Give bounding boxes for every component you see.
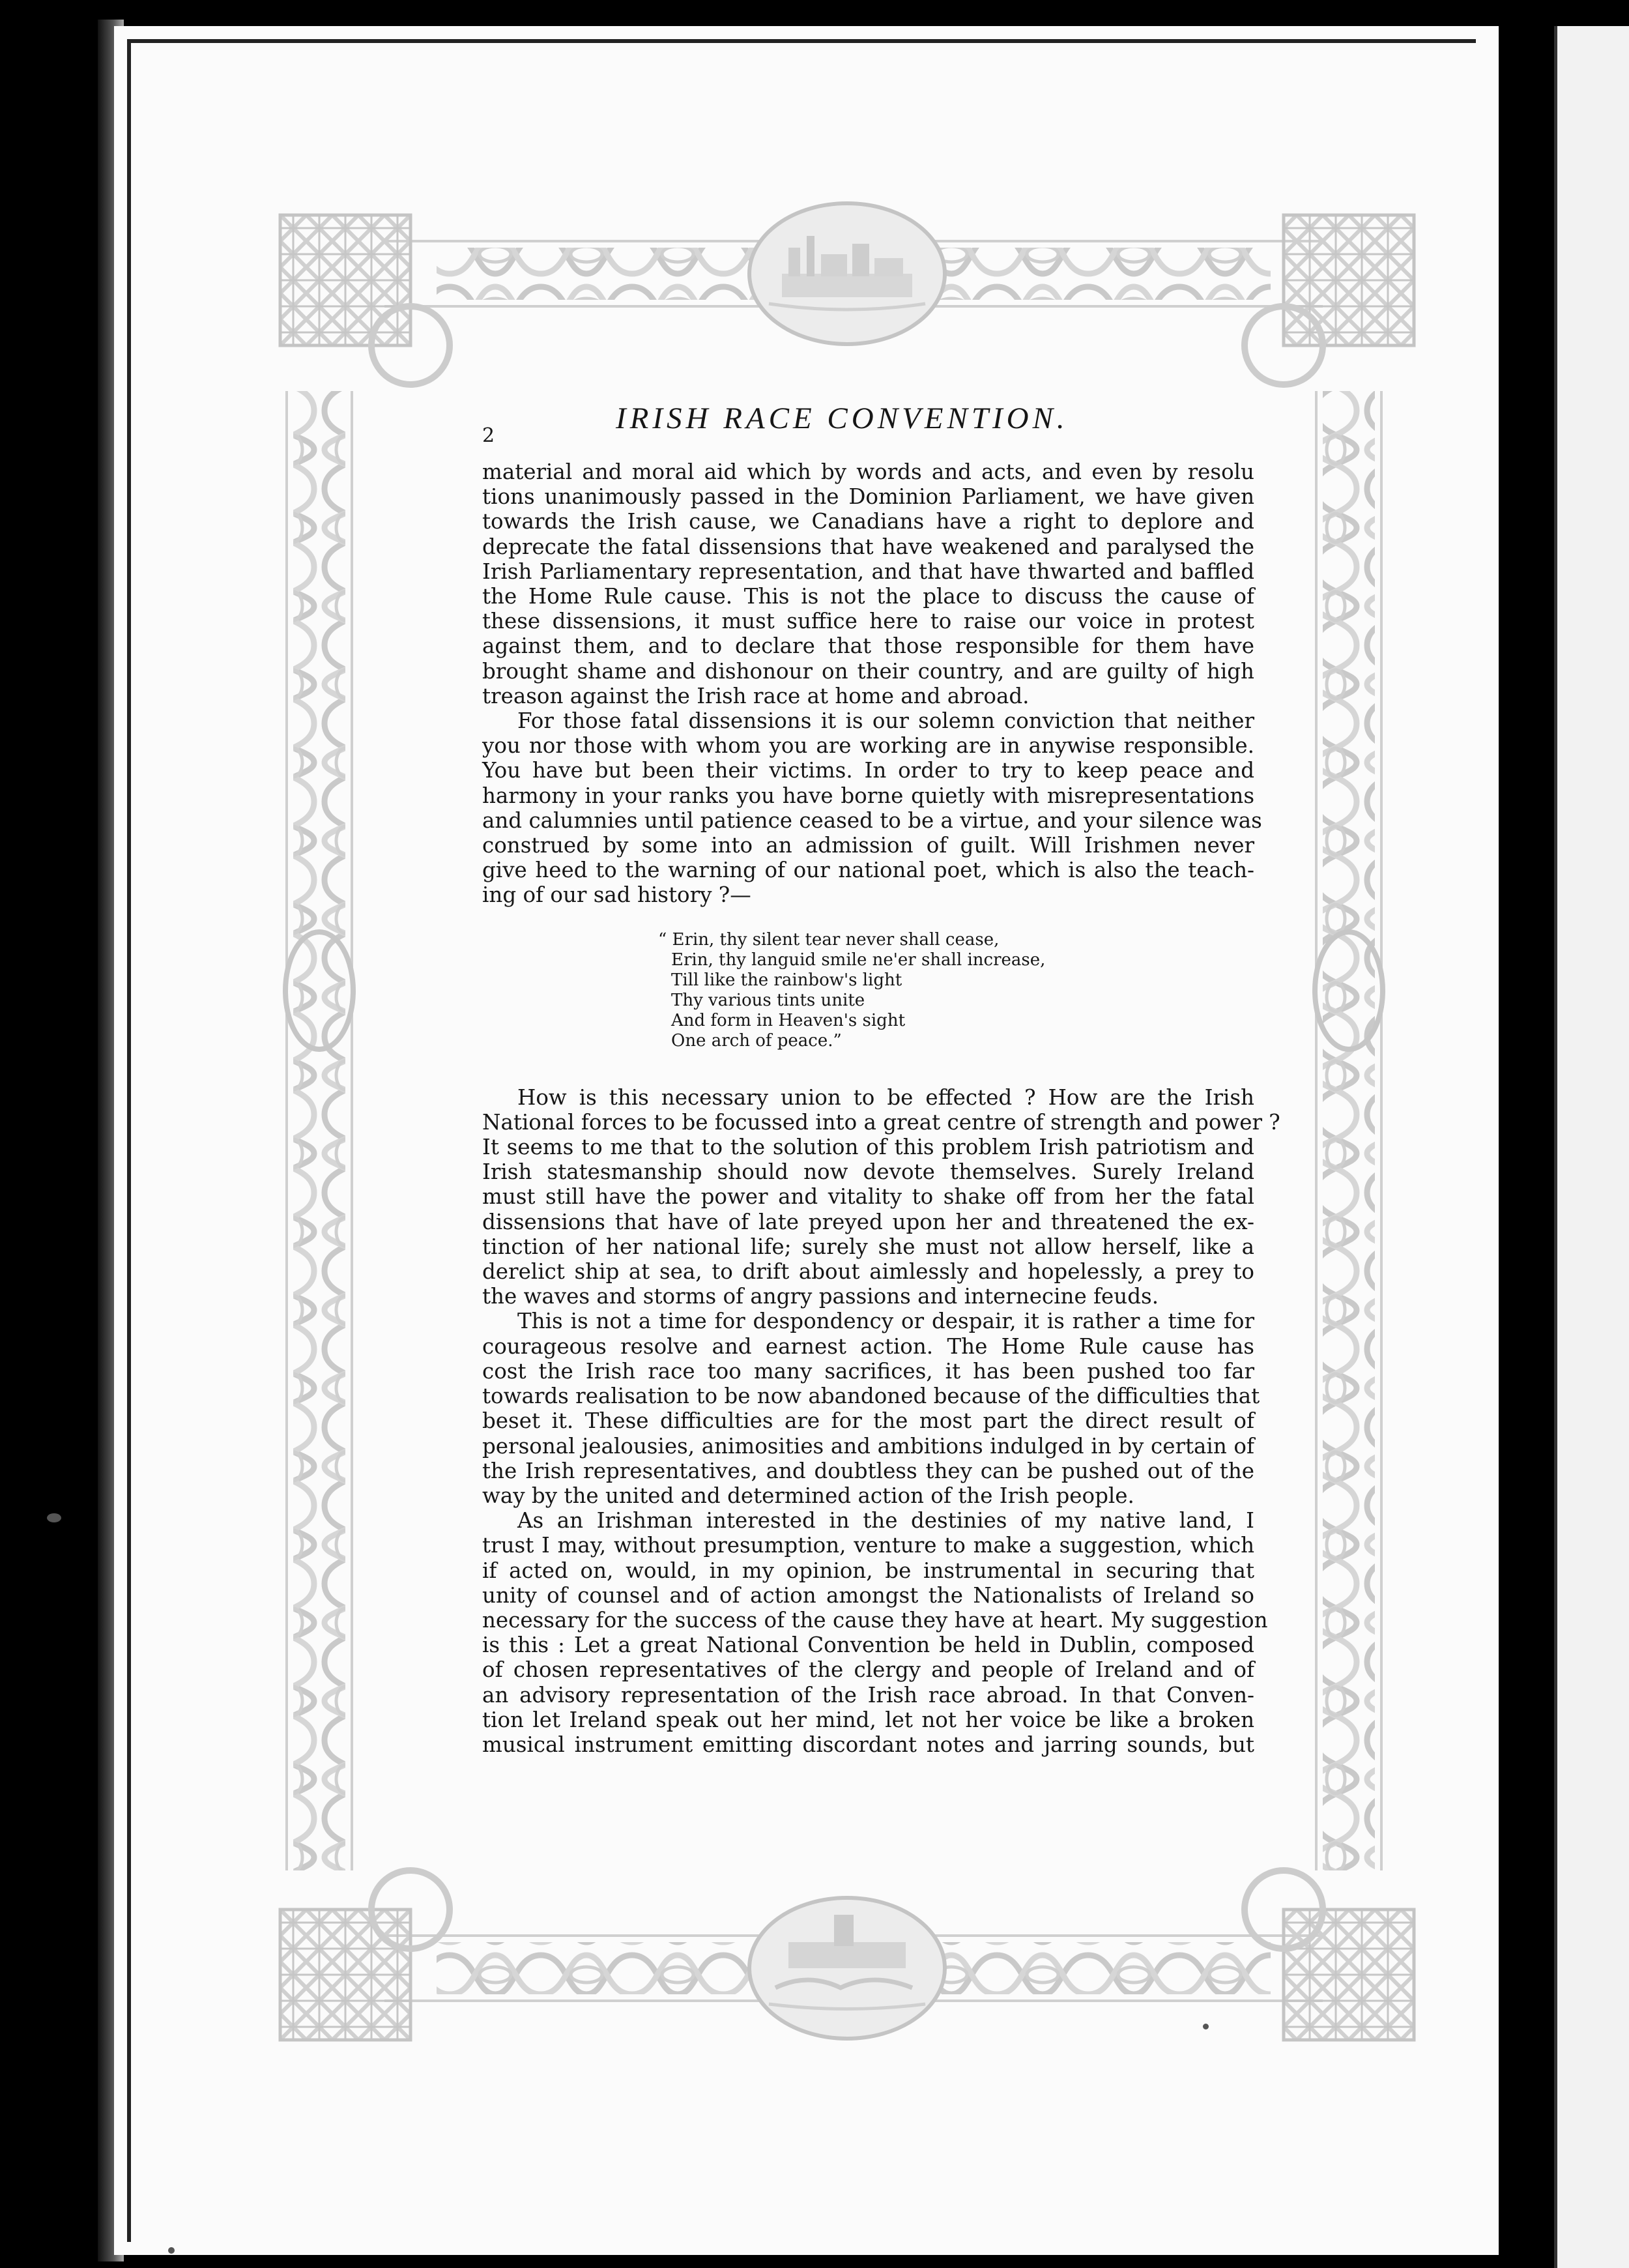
poem-quotation (658, 930, 1254, 1051)
page-frame-rule-top (127, 39, 1476, 43)
bottom-vignette-river-scene (749, 1898, 945, 2039)
text-line: This is not a time for despondency or despair, it is rather a time for (517, 1309, 1254, 1334)
paragraph (482, 1084, 1280, 1309)
corner-knot-bottom-right (1284, 1910, 1414, 2040)
text-line: dissensions that have of late preyed upon her and threatened the ex- (482, 1209, 1254, 1234)
text-line: Irish Parliamentary representation, and that have thwarted and baffled (482, 559, 1254, 584)
text-line: beset it. These difficulties are for the most part the direct result of (482, 1408, 1254, 1434)
text-line: of chosen representatives of the clergy and people of Ireland and of (482, 1657, 1254, 1683)
text-line: must still have the power and vitality to shake off from her the fatal (482, 1184, 1254, 1210)
scan-speck (47, 1513, 61, 1522)
text-line: the waves and storms of angry passions and internecine feuds. (482, 1284, 1159, 1309)
text-line: National forces to be focussed into a great centre of strength and power ? (482, 1109, 1280, 1135)
page-frame-rule-left (127, 39, 131, 2242)
left-knot-band (293, 391, 345, 1870)
scan-speck (168, 2247, 175, 2254)
text-line: tions unanimously passed in the Dominion Parliament, we have given (482, 484, 1254, 510)
text-line: For those fatal dissensions it is our solemn conviction that neither (517, 708, 1254, 734)
corner-knot-top-left (280, 215, 411, 345)
text-line: ing of our sad history ?— (482, 882, 751, 908)
facing-page-rule (1554, 26, 1557, 2268)
text-line: Irish statesmanship should now devote themselves. Surely Ireland (482, 1159, 1254, 1185)
text-line: way by the united and determined action of the Irish people. (482, 1483, 1134, 1508)
text-line: the Home Rule cause. This is not the place to discuss the cause of (482, 584, 1254, 609)
text-line: and calumnies until patience ceased to be a virtue, and your silence was (482, 807, 1262, 833)
text-line: if acted on, would, in my opinion, be instrumental in securing that (482, 1558, 1254, 1583)
text-line: unity of counsel and of action amongst the Nationalists of Ireland so (482, 1582, 1254, 1608)
text-line: As an Irishman interested in the destinies of my native land, I (517, 1508, 1254, 1534)
text-line: tion let Ireland speak out her mind, let not her voice be like a broken (482, 1707, 1254, 1732)
verse-line: “ Erin, thy silent tear never shall cease, (658, 929, 1000, 950)
text-line: cost the Irish race too many sacrifices, it has been pushed too far (482, 1358, 1254, 1384)
text-line: You have but been their victims. In order to try to keep peace and (482, 758, 1254, 783)
text-line: necessary for the success of the cause they have at heart. My suggestion (482, 1607, 1268, 1633)
text-line: give heed to the warning of our national poet, which is also the teach- (482, 858, 1254, 883)
text-line: is this : Let a great National Convention be held in Dublin, composed (482, 1633, 1254, 1658)
page-number: 2 (482, 424, 495, 447)
scan-speck (1203, 2024, 1209, 2029)
text-line: harmony in your ranks you have borne quietly with misrepresentations (482, 783, 1254, 808)
text-line: you nor those with whom you are working are in anywise responsible. (482, 733, 1254, 759)
right-knot-band (1323, 391, 1375, 1870)
bottom-left-knot-band (437, 1942, 801, 1994)
verse-line: Till like the rainbow's light (671, 970, 902, 990)
verse-line: One arch of peace.” (671, 1030, 842, 1051)
text-line: tinction of her national life; surely she must not allow herself, like a (482, 1234, 1254, 1259)
text-line: brought shame and dishonour on their country, and are guilty of high (482, 658, 1254, 684)
top-right-knot-band (906, 248, 1271, 300)
text-line: treason against the Irish race at home and abroad. (482, 683, 1030, 708)
verse-line: And form in Heaven's sight (671, 1010, 906, 1030)
corner-knot-top-right (1284, 215, 1414, 345)
paragraph (482, 1508, 1268, 1757)
text-line: towards realisation to be now abandoned because of the difficulties that (482, 1384, 1260, 1409)
text-line: personal jealousies, animosities and ambitions indulged in by certain of (482, 1433, 1254, 1459)
running-title: IRISH RACE CONVENTION. (616, 401, 1069, 435)
running-head (482, 401, 1254, 459)
body-text-before-verse (482, 459, 1262, 908)
text-line: How is this necessary union to be effected ? How are the Irish (517, 1084, 1254, 1110)
corner-knot-bottom-left (280, 1910, 411, 2040)
text-line: these dissensions, it must suffice here to raise our voice in protest (482, 609, 1254, 634)
paragraph (482, 1309, 1260, 1508)
text-line: derelict ship at sea, to drift about aimlessly and hopelessly, a prey to (482, 1259, 1254, 1285)
top-left-knot-band (437, 248, 801, 300)
text-line: against them, and to declare that those responsible for them have (482, 633, 1254, 659)
verse-line: Thy various tints unite (671, 990, 865, 1010)
bottom-right-knot-band (906, 1942, 1271, 1994)
text-line: material and moral aid which by words and acts, and even by resolu (482, 459, 1254, 484)
text-line: an advisory representation of the Irish race abroad. In that Conven- (482, 1682, 1254, 1708)
text-line: trust I may, without presumption, venture to make a suggestion, which (482, 1533, 1254, 1558)
text-line: deprecate the fatal dissensions that have weakened and paralysed the (482, 534, 1254, 559)
text-line: courageous resolve and earnest action. The Home Rule cause has (482, 1333, 1254, 1359)
text-line: It seems to me that to the solution of this problem Irish patriotism and (482, 1135, 1254, 1160)
paragraph (482, 708, 1262, 908)
facing-page-edge (1554, 26, 1629, 2268)
body-text-after-verse (482, 1084, 1280, 1757)
paragraph (482, 459, 1254, 708)
text-line: construed by some into an admission of guilt. Will Irishmen never (482, 833, 1254, 858)
verse-line: Erin, thy languid smile ne'er shall increase, (671, 950, 1046, 970)
text-line: towards the Irish cause, we Canadians have a right to deplore and (482, 509, 1254, 534)
page-text (482, 401, 1280, 1757)
top-vignette-harbour-scene (749, 203, 945, 344)
text-line: the Irish representatives, and doubtless they can be pushed out of the (482, 1458, 1254, 1483)
text-line: musical instrument emitting discordant notes and jarring sounds, but (482, 1732, 1254, 1757)
